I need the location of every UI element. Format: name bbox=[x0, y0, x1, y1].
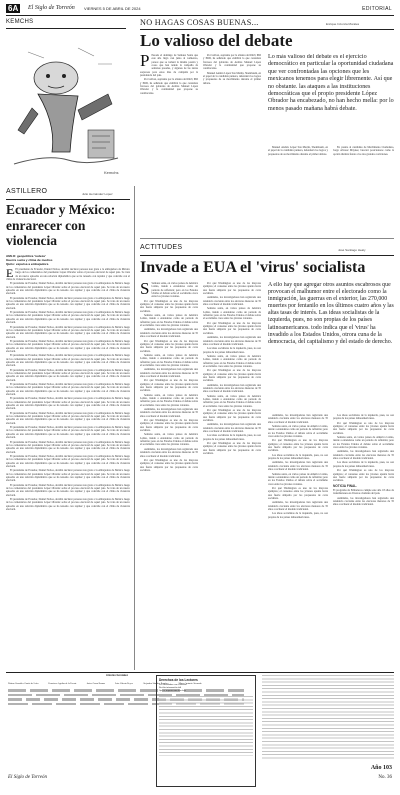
actitudes-deck: A ello hay que agregar otros asuntos escabrosos que provocan el malhumor entre el electorado como la inmigración, las guerras en el exterior, las 270,000 muertes por fentanilo en los últimos cuatro años y las altas tasas de interés. Las ideas socialistas de la izquierda, pues, no son propias de los países latinoamericanos. todo indica que el 'virus' ha invadido a los Estados Unidos, otrora cuna de la democracia, del capitalismo y del estado de derecho. bbox=[268, 282, 394, 345]
actitudes-text: Asimismo, los investigadores han registrado una tendencia creciente entre los electores menores de 35 años a rechazar el modelo tradicional. bbox=[140, 447, 198, 458]
actitudes-text: Semana santa, en varios países de América Latina, tiende a entenderse como un periodo de reflexión; pero en los Estados Unidos el debate sobre el socialismo crece entre los jóvenes votantes. bbox=[140, 393, 198, 407]
op1-author: Enrique Inzunza Morales bbox=[326, 22, 360, 26]
op1-col1-text: Pasado el domingo de Semana Santa que este año llegó casi junto al comienzo, parece que se tomará la misma pasión y cosas que han tenido la campaña de semanas pasadas, y algunas de las tantas sorpresas para estos días de campaña por la presidencia del país. bbox=[140, 54, 198, 78]
op1-deck: Lo más valioso del debate es el ejercicio democrático en particular la oportunidad ciudadana que ver confrontadas las opciones que les mexicanos tenemos para elegir libremente. Así que no obstante. las ataques a las instituciones democráticas que el propio presidente López Obrador ha encabezado, no han hecho mella: por lo menos pasado mañana habrá debate. bbox=[268, 54, 394, 112]
actitudes-text: Las ideas socialistas de la izquierda, pues, no son propias de los países latinoamericanos. bbox=[333, 414, 394, 421]
astillero-text: El presidente de Ecuador, Daniel Noboa, decidió declarar persona non grata a la embajadora de México luego de los comentarios del presidente López Obrador sobre el proceso electoral de aquel país. Se trata de un nuevo episodio en una relación diplomática que se ha tensado con rapidez y que coincide con el clima de violencia electoral. bbox=[6, 440, 130, 454]
dropcap: P bbox=[140, 54, 150, 70]
actitudes-text: Por qué Washington es uno de los mayores ejemplos; el consenso entre los jóvenes apunta hacia una fuerte simpatía por las propuestas de corte socialista. bbox=[140, 339, 198, 353]
page-number: 6A bbox=[8, 4, 19, 13]
astillero-label: ASTILLERO bbox=[6, 188, 48, 195]
staff-top-rule bbox=[6, 672, 394, 673]
actitudes-rule bbox=[140, 255, 394, 256]
astillero-subheads bbox=[6, 254, 130, 266]
actitudes-text: Por qué Washington es uno de los mayores ejemplos; el consenso entre los jóvenes apunta hacia una fuerte simpatía por las propuestas de corte socialista. bbox=[140, 379, 198, 393]
column-divider bbox=[134, 186, 135, 670]
masthead bbox=[6, 4, 394, 14]
actitudes-headline: Invade a EUA el 'virus' socialista bbox=[140, 259, 366, 276]
actitudes-text: Asimismo, los investigadores han registrado una tendencia creciente entre los electores menores de 35 años a rechazar el modelo tradicional. bbox=[140, 368, 198, 378]
op1-kicker: NO HAGAS COSAS BUENAS... bbox=[140, 18, 259, 27]
staff-member: Luis Alberto Reyes bbox=[115, 683, 133, 685]
cartoon-signature: Kemchs bbox=[104, 170, 119, 175]
staff-member: Marco Antonio Alvarado bbox=[178, 683, 202, 685]
astillero-text: El presidente de Ecuador, Daniel Noboa, decidió declarar persona non grata a la embajadora de México luego de los comentarios del presidente López Obrador sobre el proceso electoral de aquel país. Se trata de un nuevo episodio en una relación diplomática que se ha tensado con rapidez y que coincide con el clima de violencia electoral. bbox=[6, 311, 130, 325]
readers-box bbox=[156, 675, 256, 787]
op1-col2-text-b: Manuel Andrés López San Martín, Sheinbaum, en el papel de la candidata puntera, defenderá los logros y propuestas de su movimiento durante el primer debate. bbox=[203, 71, 261, 85]
op1-column-1 bbox=[140, 54, 198, 230]
actitudes-text: Semana santa, en varios países de América Latina, tiende a entenderse como un periodo de reflexión; pero en los Estados Unidos el debate sobre el socialismo crece entre los jóvenes votantes. bbox=[268, 472, 328, 486]
astillero-text: El presidente de Ecuador, Daniel Noboa, decidió declarar persona non grata a la embajadora de México luego de los comentarios del presidente López Obrador sobre el proceso electoral de aquel país. Se trata de un nuevo episodio en una relación diplomática que se ha tensado con rapidez y que coincide con el clima de violencia electoral. bbox=[6, 368, 130, 382]
editorial-cartoon bbox=[8, 34, 124, 180]
astillero-author: Julio Hernández López bbox=[82, 192, 113, 196]
actitudes-text: Semana santa, en varios países de América Latina, tiende a entenderse como un periodo de reflexión; pero en los Estados Unidos el debate sobre el socialismo crece entre los jóvenes votantes. bbox=[140, 433, 198, 447]
actitudes-text: Semana santa, en varios países de América Latina, tiende a entenderse como un periodo de reflexión; pero en los Estados Unidos el debate sobre el socialismo crece entre los jóvenes votantes. bbox=[140, 353, 198, 367]
actitudes-text: Asimismo, los investigadores han registrado una tendencia creciente entre los electores menores de 35 años a rechazar el modelo tradicional. bbox=[268, 501, 328, 511]
actitudes-column-1 bbox=[140, 282, 198, 667]
astillero-text: El presidente de Ecuador, Daniel Noboa, decidió declarar persona non grata a la embajadora de México luego de los comentarios del presidente López Obrador sobre el proceso electoral de aquel país. Se trata de un nuevo episodio en una relación diplomática que se ha tensado con rapidez y que coincide con el clima de violencia electoral. bbox=[6, 498, 130, 512]
subhead: Quito: expulsa a embajadora bbox=[6, 262, 49, 266]
astillero-body bbox=[6, 268, 130, 668]
staff-member: Javier Garza Ramos bbox=[86, 683, 106, 685]
op1-col3-text: Manuel Andrés López San Martín, Sheinbaum, en el papel de la candidata puntera, defenderá los logros y propuestas de su movimiento durante el primer debate. bbox=[268, 146, 328, 156]
dropcap: E bbox=[6, 268, 14, 280]
astillero-text: El presidente de Ecuador, Daniel Noboa, decidió declarar persona non grata a la embajadora de México luego de los comentarios del presidente López Obrador sobre el proceso electoral de aquel país. Se trata de un nuevo episodio en una relación diplomática que se ha tensado con rapidez y que coincide con el clima de violencia electoral. bbox=[6, 354, 130, 368]
actitudes-text: Por qué Washington es uno de los mayores ejemplos; el consenso entre los jóvenes apunta hacia una fuerte simpatía por las propuestas de corte socialista. bbox=[203, 321, 261, 335]
actitudes-text: Las ideas socialistas de la izquierda, pues, no son propias de los países latinoamericanos. bbox=[268, 453, 328, 461]
actitudes-text: Asimismo, los investigadores han registrado una tendencia creciente entre los electores menores de 35 años a rechazar el modelo tradicional. bbox=[203, 336, 261, 346]
paper-name: El Siglo de Torreón bbox=[28, 5, 75, 11]
op1-column-2 bbox=[203, 54, 261, 230]
actitudes-text: Las ideas socialistas de la izquierda, pues, no son propias de los países latinoamericanos. bbox=[268, 512, 328, 519]
readers-box-title: Derechos de los Lectores bbox=[159, 678, 198, 682]
op1-bottom-rule bbox=[140, 238, 394, 239]
actitudes-text: Semana santa, en varios países de América Latina, tiende a entenderse como un periodo de reflexión; pero en los Estados Unidos el debate sobre el socialismo crece entre los jóvenes votantes. bbox=[203, 354, 261, 368]
astillero-text: El presidente de Ecuador, Daniel Noboa, decidió declarar persona non grata a la embajadora de México luego de los comentarios del presidente López Obrador sobre el proceso electoral de aquel país. Se trata de un nuevo episodio en una relación diplomática que se ha tensado con rapidez y que coincide con el clima de violencia electoral. bbox=[6, 483, 130, 497]
astillero-text: El presidente de Ecuador, Daniel Noboa, decidió declarar persona non grata a la embajadora de México luego de los comentarios del presidente López Obrador sobre el proceso electoral de aquel país. Se trata de un nuevo episodio en una relación diplomática que se ha tensado con rapidez y que coincide con el clima de violencia electoral. bbox=[6, 454, 130, 468]
actitudes-column-3 bbox=[268, 414, 328, 667]
actitudes-text: Asimismo, los investigadores han registrado una tendencia creciente entre los electores menores de 35 años a rechazar el modelo tradicional. bbox=[140, 408, 198, 418]
astillero-text: El presidente de Ecuador, Daniel Noboa, decidió declarar persona non grata a la embajadora de México luego de los comentarios del presidente López Obrador sobre el proceso electoral de aquel país. Se trata de un nuevo episodio en una relación diplomática que se ha tensado con rapidez y que coincide con el clima de violencia electoral. bbox=[6, 296, 130, 310]
staff-strip bbox=[6, 675, 394, 789]
astillero-text: El presidente de Ecuador, Daniel Noboa, decidió declarar persona non grata a la embajadora de México luego de los comentarios del presidente López Obrador sobre el proceso electoral de aquel país. Se trata de un nuevo episodio en una relación diplomática que se ha tensado con rapidez y que coincide con el clima de violencia electoral. bbox=[6, 339, 130, 353]
actitudes-text: Asimismo, los investigadores han registrado una tendencia creciente entre los electores menores de 35 años a rechazar el modelo tradicional. bbox=[268, 414, 328, 424]
masthead-date: VIERNES 5 DE ABRIL DE 2024 bbox=[84, 6, 141, 11]
cartoon-drawing bbox=[8, 34, 124, 180]
actitudes-text: Por qué Washington es uno de los mayores ejemplos; el consenso entre los jóvenes apunta hacia una fuerte simpatía por las propuestas de corte socialista. bbox=[268, 439, 328, 453]
staff-editor: Antonio Gonzalez bbox=[106, 674, 128, 677]
actitudes-text: Por qué Washington es uno de los mayores ejemplos; el consenso entre los jóvenes apunta hacia una fuerte simpatía por las propuestas de corte socialista. bbox=[140, 419, 198, 433]
actitudes-text: Asimismo, los investigadores han registrado una tendencia creciente entre los electores menores de 35 años a rechazar el modelo tradicional. bbox=[333, 496, 394, 507]
readers-box-item: Ser informados con veracidad bbox=[159, 684, 187, 686]
actitudes-text: Asimismo, los investigadores han registrado una tendencia creciente entre los electores menores de 35 años a rechazar el modelo tradicional. bbox=[140, 328, 198, 339]
actitudes-text: Las ideas socialistas de la izquierda, pues, no son propias de los países latinoamericanos. bbox=[333, 461, 394, 468]
subhead: AMLO: geopolítica 'rudeza' bbox=[6, 254, 46, 258]
op1-col4-text: En cuanto al candidato de Movimiento Ciudadano, Jorge Álvarez Máynez, buscará posicionarse como la opción distinta frente a las dos grandes coaliciones. bbox=[333, 146, 394, 156]
actitudes-text: Asimismo, los investigadores han registrado una tendencia creciente entre los electores menores de 35 años a rechazar el modelo tradicional. bbox=[203, 296, 261, 307]
dropcap: S bbox=[140, 282, 150, 298]
staff-right-block bbox=[262, 675, 394, 787]
readers-box-item: Que se respeten sus derechos bbox=[159, 689, 186, 692]
nota-title: NOTICIA FINAL. bbox=[333, 483, 358, 488]
actitudes-text: Por qué Washington es uno de los mayores ejemplos; el consenso entre los jóvenes apunta hacia una fuerte simpatía por las propuestas de corte socialista. bbox=[203, 442, 261, 456]
nota-text: El programa de Embelecos cumple este año 18 años de transmisiones en diversas ciudades del país. bbox=[333, 488, 394, 496]
op1-rule bbox=[140, 29, 394, 30]
actitudes-text: Por qué Washington es uno de los mayores ejemplos; el consenso entre los jóvenes apunta hacia una fuerte simpatía por las propuestas de corte socialista. bbox=[203, 282, 261, 296]
section-name: EDITORIAL bbox=[362, 6, 392, 12]
op1-col1-text-b: Por Gálvez, aspirante por la alianza del PAN, PRI y PRD, ha señalado que exhibirá lo que considera fracasos del gobierno de Andrés Manuel López Obrador y la continuidad que propone su contrincante. bbox=[140, 78, 198, 95]
astillero-text: El presidente de Ecuador, Daniel Noboa, decidió declarar persona non grata a la embajadora de México luego de los comentarios del presidente López Obrador sobre el proceso electoral de aquel país. Se trata de un nuevo episodio en una relación diplomática que se ha tensado con rapidez y que coincide con el clima de violencia electoral. bbox=[6, 397, 130, 411]
actitudes-text: Por qué Washington es uno de los mayores ejemplos; el consenso entre los jóvenes apunta hacia una fuerte simpatía por las propuestas de corte socialista. bbox=[333, 469, 394, 483]
readers-box-item: Recibir información útil bbox=[159, 686, 182, 689]
astillero-text: El presidente de Ecuador, Daniel Noboa, decidió declarar persona non grata a la embajadora de México luego de los comentarios del presidente López Obrador sobre el proceso electoral de aquel país. Se trata de un nuevo episodio en una relación diplomática que se ha tensado con rapidez y que coincide con el clima de violencia electoral. bbox=[6, 325, 130, 339]
actitudes-column-2 bbox=[203, 282, 261, 667]
astillero-headline: Ecuador y México: enrarecer con violencia bbox=[6, 202, 116, 248]
op1-column-4 bbox=[333, 146, 394, 230]
kemchs-rule bbox=[6, 28, 126, 29]
astillero-rule bbox=[6, 199, 130, 200]
actitudes-column-4 bbox=[333, 414, 394, 667]
actitudes-text: Semana santa, en varios países de América Latina, tiende a entenderse como un periodo de reflexión; pero en los Estados Unidos el debate sobre el socialismo crece entre los jóvenes votantes. bbox=[140, 314, 198, 328]
actitudes-text: Las ideas socialistas de la izquierda, pues, no son propias de los países latinoamericanos. bbox=[203, 347, 261, 354]
astillero-text: El presidente de Ecuador, Daniel Noboa, decidió declarar persona non grata a la embajadora de México luego de los comentarios del presidente López Obrador sobre el proceso electoral de aquel país. Se trata de un nuevo episodio en una relación diplomática que se ha tensado con rapidez y que coincide con el clima de violencia electoral. bbox=[6, 383, 130, 397]
actitudes-col1-text: Semana santa, en varios países de América Latina, tiende a entenderse como un periodo de reflexión; pero en los Estados Unidos el debate sobre el socialismo crece entre los jóvenes votantes. bbox=[151, 282, 198, 299]
astillero-text: El presidente de Ecuador, Daniel Noboa, decidió declarar persona non grata a la embajadora de México luego de los comentarios del presidente López Obrador sobre el proceso electoral de aquel país. Se trata de un nuevo episodio en una relación diplomática que se ha tensado con rapidez y que coincide con el clima de violencia electoral. bbox=[6, 469, 130, 483]
actitudes-text: Semana santa, en varios países de América Latina, tiende a entenderse como un periodo de reflexión; pero en los Estados Unidos el debate sobre el socialismo crece entre los jóvenes votantes. bbox=[268, 425, 328, 439]
actitudes-text: Por qué Washington es uno de los mayores ejemplos; el consenso entre los jóvenes apunta hacia una fuerte simpatía por las propuestas de corte socialista. bbox=[203, 409, 261, 423]
actitudes-text: Por qué Washington es uno de los mayores ejemplos; el consenso entre los jóvenes apunta hacia una fuerte simpatía por las propuestas de corte socialista. bbox=[268, 486, 328, 500]
astillero-text: El presidente de Ecuador, Daniel Noboa, decidió declarar persona non grata a la embajadora de México luego de los comentarios del presidente López Obrador sobre el proceso electoral de aquel país. Se trata de un nuevo episodio en una relación diplomática que se ha tensado con rapidez y que coincide con el clima de violencia electoral. bbox=[6, 426, 130, 440]
actitudes-author: José Santiago Healy bbox=[338, 248, 366, 252]
actitudes-text: Asimismo, los investigadores han registrado una tendencia creciente entre los electores menores de 35 años a rechazar el modelo tradicional. bbox=[333, 450, 394, 461]
astillero-text: El presidente de Ecuador, Daniel Noboa, decidió declarar persona non grata a la embajadora de México luego de los comentarios del presidente López Obrador sobre el proceso electoral de aquel país. Se trata de un nuevo episodio en una relación diplomática que se ha tensado con rapidez y que coincide con el clima de violencia electoral. bbox=[6, 282, 130, 296]
masthead-rule bbox=[6, 15, 394, 16]
actitudes-text: Asimismo, los investigadores han registrado una tendencia creciente entre los electores menores de 35 años a rechazar el modelo tradicional. bbox=[268, 461, 328, 472]
op1-headline: Lo valioso del debate bbox=[140, 31, 293, 50]
astillero-text: El presidente de Ecuador, Daniel Noboa, decidió declarar persona non grata a la embajadora de México luego de los comentarios del presidente López Obrador sobre el proceso electoral de aquel país. Se trata de un nuevo episodio en una relación diplomática que se ha tensado con rapidez y que coincide con el clima de violencia electoral. bbox=[6, 268, 130, 282]
op1-col2-text: Por Gálvez, aspirante por la alianza del PAN, PRI y PRD, ha señalado que exhibirá lo que considera fracasos del gobierno de Andrés Manuel López Obrador y la continuidad que propone su contrincante. bbox=[203, 54, 261, 71]
staff-member: Fátima González García de León bbox=[8, 683, 39, 685]
op1-column-3 bbox=[268, 146, 328, 230]
year-label: Año 103 bbox=[370, 765, 392, 771]
actitudes-text: Por qué Washington es uno de los mayores ejemplos; el consenso entre los jóvenes apunta hacia una fuerte simpatía por las propuestas de corte socialista. bbox=[140, 299, 198, 313]
staff-pie: El Siglo de Torreón bbox=[8, 775, 47, 780]
actitudes-text: Por qué Washington es uno de los mayores ejemplos; el consenso entre los jóvenes apunta hacia una fuerte simpatía por las propuestas de corte socialista. bbox=[333, 421, 394, 435]
actitudes-text: Semana santa, en varios países de América Latina, tiende a entenderse como un periodo de reflexión; pero en los Estados Unidos el debate sobre el socialismo crece entre los jóvenes votantes. bbox=[203, 394, 261, 408]
actitudes-text: Semana santa, en varios países de América Latina, tiende a entenderse como un periodo de reflexión; pero en los Estados Unidos el debate sobre el socialismo crece entre los jóvenes votantes. bbox=[203, 307, 261, 321]
issue-number: No. 36 bbox=[378, 775, 392, 780]
astillero-text: El presidente de Ecuador, Daniel Noboa, decidió declarar persona non grata a la embajadora de México luego de los comentarios del presidente López Obrador sobre el proceso electoral de aquel país. Se trata de un nuevo episodio en una relación diplomática que se ha tensado con rapidez y que coincide con el clima de violencia electoral. bbox=[6, 411, 130, 425]
kemchs-label: KEMCHS bbox=[6, 19, 34, 25]
subhead: Guerra sucia y clima de medios bbox=[6, 258, 53, 262]
staff-member: Francisco Aguilar de la Fuente bbox=[48, 683, 77, 685]
actitudes-text: Por qué Washington es uno de los mayores ejemplos; el consenso entre los jóvenes apunta hacia una fuerte simpatía por las propuestas de corte socialista. bbox=[140, 458, 198, 472]
actitudes-text: Por qué Washington es uno de los mayores ejemplos; el consenso entre los jóvenes apunta hacia una fuerte simpatía por las propuestas de corte socialista. bbox=[203, 369, 261, 383]
actitudes-text: Asimismo, los investigadores han registrado una tendencia creciente entre los electores menores de 35 años a rechazar el modelo tradicional. bbox=[203, 423, 261, 434]
staff-member: Alejandro Sánchez Ramírez bbox=[142, 683, 169, 685]
actitudes-text: Semana santa, en varios países de América Latina, tiende a entenderse como un periodo de reflexión; pero en los Estados Unidos el debate sobre el socialismo crece entre los jóvenes votantes. bbox=[333, 436, 394, 450]
actitudes-text: Asimismo, los investigadores han registrado una tendencia creciente entre los electores menores de 35 años a rechazar el modelo tradicional. bbox=[203, 383, 261, 394]
actitudes-label: ACTITUDES bbox=[140, 244, 183, 251]
actitudes-text: Las ideas socialistas de la izquierda, pues, no son propias de los países latinoamericanos. bbox=[203, 434, 261, 441]
